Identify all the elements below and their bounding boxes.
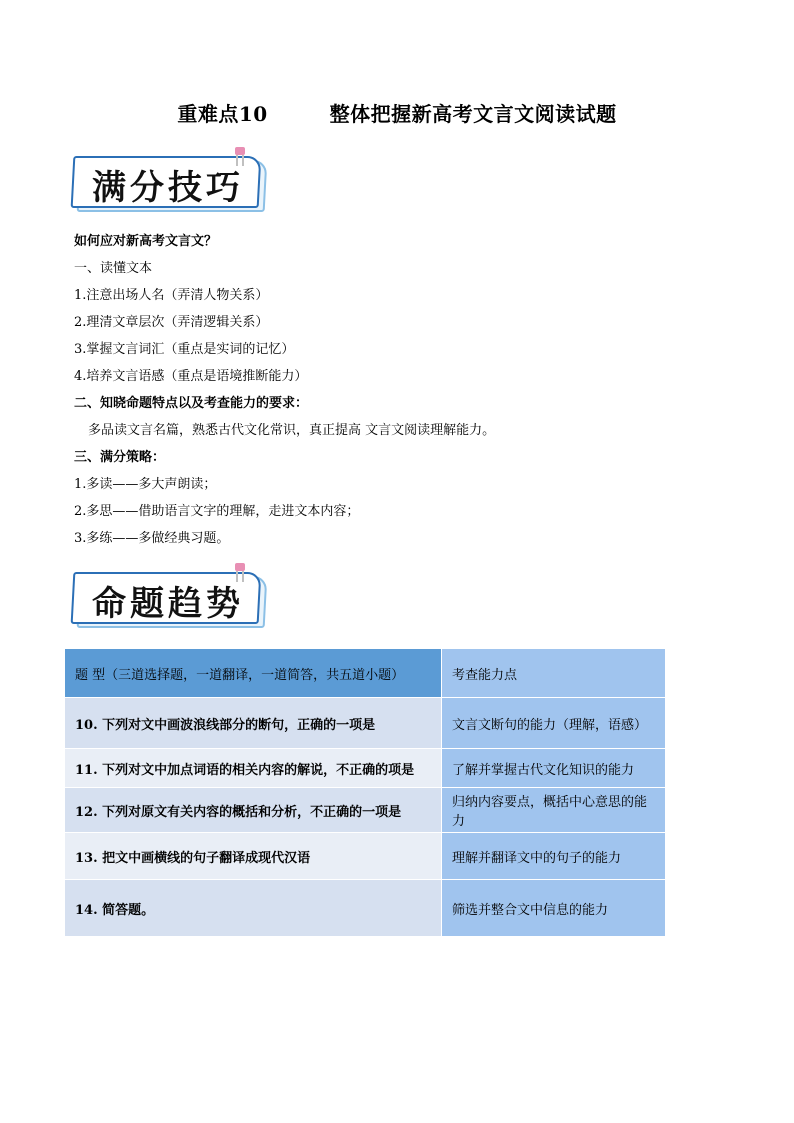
cell-question: 14. 简答题。 xyxy=(65,880,442,937)
trend-table xyxy=(64,648,666,937)
header-cell-ability: 考查能力点 xyxy=(442,649,666,698)
page-title xyxy=(0,98,794,127)
list-item: 3.掌握文言词汇（重点是实词的记忆） xyxy=(74,342,295,357)
section-heading-3: 三、满分策略： xyxy=(74,450,166,465)
paragraph: 多品读文言名篇，熟悉古代文化常识，真正提高 文言文阅读理解能力。 xyxy=(88,423,496,438)
cell-ability: 文言文断句的能力（理解，语感） xyxy=(442,698,666,749)
list-item: 2.理清文章层次（弄清逻辑关系） xyxy=(74,315,269,330)
banner-skills xyxy=(64,150,264,212)
table-row xyxy=(65,749,666,788)
list-item: 4.培养文言语感（重点是语境推断能力） xyxy=(74,369,308,384)
table-header-row xyxy=(65,649,666,698)
cell-question: 11. 下列对文中加点词语的相关内容的解说，不正确的项是 xyxy=(65,749,442,788)
cell-ability: 理解并翻译文中的句子的能力 xyxy=(442,833,666,880)
table-row xyxy=(65,833,666,880)
cell-question: 10. 下列对文中画波浪线部分的断句，正确的一项是 xyxy=(65,698,442,749)
section-heading-1: 一、读懂文本 xyxy=(74,261,153,276)
list-item: 3.多练——多做经典习题。 xyxy=(74,531,230,546)
table-row xyxy=(65,698,666,749)
cell-ability: 归纳内容要点，概括中心意思的能力 xyxy=(442,788,666,833)
title-text: 整体把握新高考文言文阅读试题 xyxy=(329,102,617,126)
cell-ability: 了解并掌握古代文化知识的能力 xyxy=(442,749,666,788)
banner-label: 满分技巧 xyxy=(92,168,244,208)
table-row xyxy=(65,880,666,937)
cell-question: 13. 把文中画横线的句子翻译成现代汉语 xyxy=(65,833,442,880)
list-item: 1.多读——多大声朗读； xyxy=(74,477,217,492)
question: 如何应对新高考文言文？ xyxy=(74,234,218,249)
banner-trends xyxy=(64,566,264,628)
list-item: 2.多思——借助语言文字的理解，走进文本内容； xyxy=(74,504,360,519)
section-heading-2: 二、知晓命题特点以及考查能力的要求： xyxy=(74,396,309,411)
banner-label: 命题趋势 xyxy=(92,584,244,624)
header-cell-type: 题 型（三道选择题，一道翻译，一道简答，共五道小题） xyxy=(65,649,442,698)
cell-question: 12. 下列对原文有关内容的概括和分析，不正确的一项是 xyxy=(65,788,442,833)
cell-ability: 筛选并整合文中信息的能力 xyxy=(442,880,666,937)
table-row xyxy=(65,788,666,833)
title-number: 重难点10 xyxy=(177,102,268,126)
skills-content xyxy=(74,228,724,552)
list-item: 1.注意出场人名（弄清人物关系） xyxy=(74,288,269,303)
